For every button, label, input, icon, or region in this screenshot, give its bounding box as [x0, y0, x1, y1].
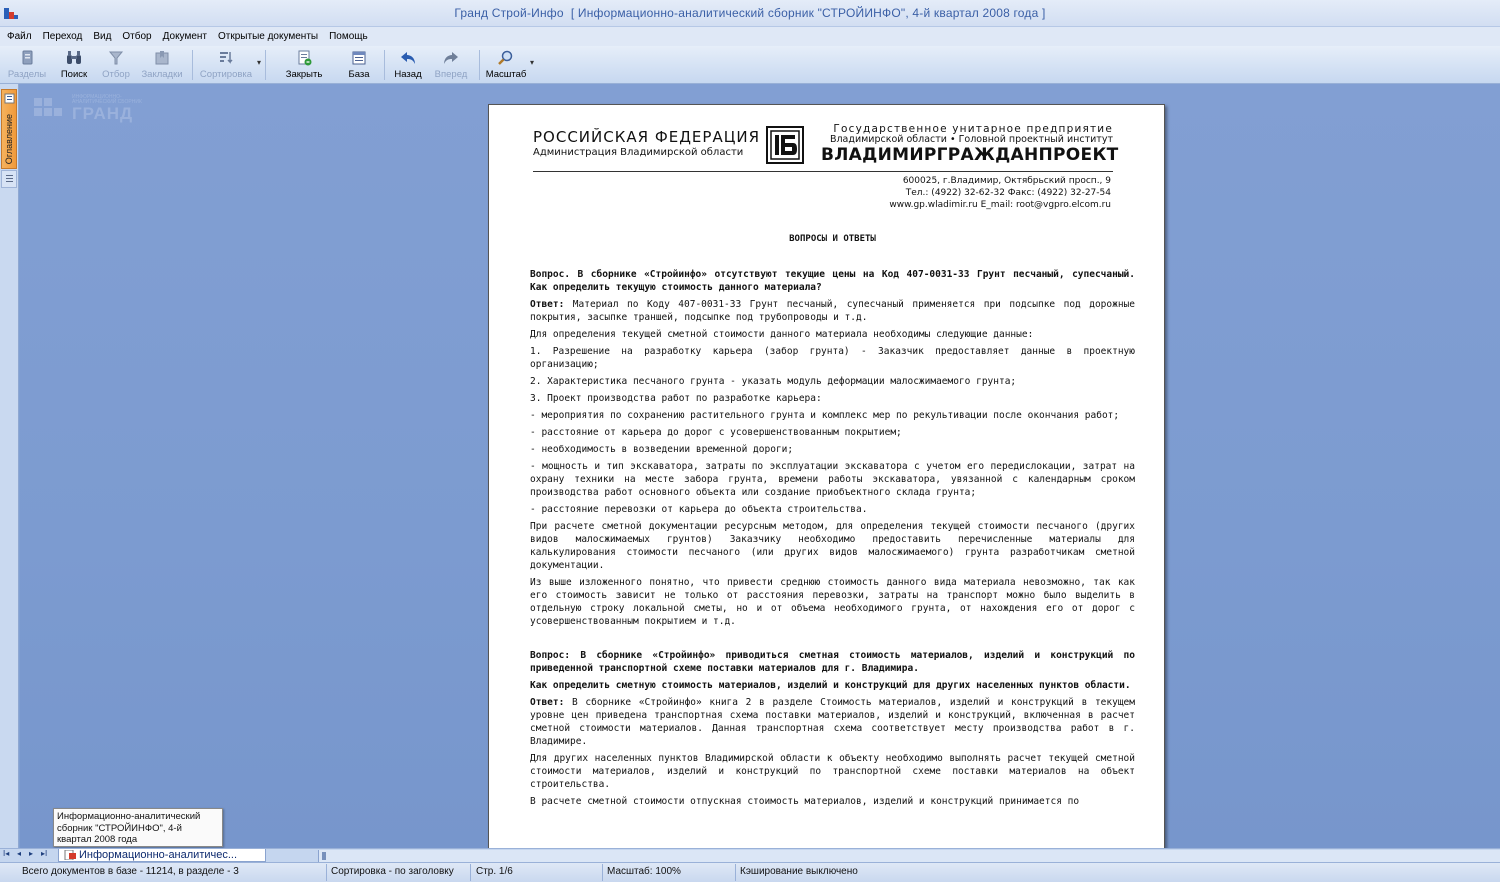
sections-button[interactable]: Разделы [2, 46, 52, 83]
paragraph: 2. Характеристика песчаного грунта - указать модуль деформации малосжимаемого грунта; [530, 376, 1017, 387]
paragraph: При расчете сметной документации ресурсным методом, для определения текущей стоимости песчаного (других видов малосжимаемых грунтов) Заказчику необходимо предоставить перечисленные материалы для калькулирования стоимости песчаного (или других видов малосжимаемого) грунта разработчикам сметной документации. [530, 521, 1135, 571]
paragraph: В расчете сметной стоимости отпускная стоимость материалов, изделий и конструкций принимается по [530, 796, 1080, 807]
base-button[interactable]: База [338, 46, 380, 83]
document-icon [64, 850, 77, 860]
document-viewer [20, 84, 1500, 848]
status-total-docs: Всего документов в базе - 11214, в разделе - 3 [22, 866, 239, 877]
zoom-button[interactable]: Масштаб [484, 46, 528, 83]
question-1: Вопрос. В сборнике «Стройинфо» отсутствуют текущие цены на Код 407-0031-33 Грунт песчаный, супесчаный. Как определить текущую стоимость данного материала? [530, 269, 1135, 293]
filter-button[interactable]: Отбор [96, 46, 136, 83]
document-tabs-bar [0, 848, 1500, 862]
left-panel-strip [0, 84, 19, 848]
toolbar-separator [265, 50, 266, 80]
sort-button[interactable]: Сортировка [197, 46, 255, 83]
menu-open-documents[interactable]: Открытые документы [218, 31, 319, 42]
status-bar [0, 862, 1500, 882]
toc-tab[interactable] [1, 89, 17, 169]
paragraph: - расстояние перевозки от карьера до объекта строительства. [530, 504, 868, 515]
database-icon [349, 49, 369, 67]
list-icon [5, 174, 14, 184]
paragraph: - мощность и тип экскаватора, затраты по эксплуатации экскаватора с учетом его передислокации, затрат на охрану техники на месте забора грунта, времени работы экскаватора, увязанной с календарным сроком производства работ основного объекта или создание приобъектного склада грунта; [530, 461, 1135, 498]
document-tab[interactable]: Информационно-аналитичес... [58, 849, 266, 862]
forward-button[interactable]: Вперед [427, 46, 475, 83]
title-bar [0, 0, 1500, 27]
sections-icon [17, 49, 37, 67]
paragraph: 1. Разрешение на разработку карьера (забор грунта) - Заказчик предоставляет данные в проектную организацию; [530, 346, 1135, 370]
scroll-thumb[interactable] [322, 852, 326, 860]
document-body [530, 233, 1135, 812]
org-name: ВЛАДИМИРГРАЖДАНПРОЕКТ [821, 145, 1119, 165]
sort-dropdown-icon[interactable]: ▾ [257, 58, 262, 67]
paragraph: - расстояние от карьера до дорог с усовершенствованным покрытием; [530, 427, 902, 438]
back-button[interactable]: Назад [389, 46, 427, 83]
menu-file[interactable]: Файл [7, 31, 32, 42]
back-arrow-icon [398, 49, 418, 67]
close-document-icon [294, 49, 314, 67]
toc-icon [4, 93, 15, 104]
binoculars-icon [64, 49, 84, 67]
zoom-dropdown-icon[interactable]: ▾ [530, 58, 535, 67]
menu-document[interactable]: Документ [162, 31, 207, 42]
institute-logo [766, 126, 804, 164]
toolbar-separator [384, 50, 385, 80]
administration-name: Администрация Владимирской области [533, 147, 744, 158]
org-address: 600025, г.Владимир, Октябрьский просп., 9 Тел.: (4922) 32-62-32 Факс: (4922) 32-27-54 www.gp.wladimir.ru E_mail: root@vgpro.elcom.ru [889, 176, 1111, 210]
paragraph: Для других населенных пунктов Владимирской области к объекту необходимо выполнять расчет текущей сметной стоимости материалов, изделий и конструкций по транспортной схеме поставки материалов на объект строительства. [530, 753, 1135, 790]
document-page [488, 104, 1165, 848]
paragraph: - мероприятия по сохранению растительного грунта и комплекс мер по рекультивации после окончания работ; [530, 410, 1120, 421]
org-type: Государственное унитарное предприятие [833, 123, 1113, 135]
tabs-scrollbar[interactable] [318, 850, 1500, 862]
tab-tooltip: Информационно-аналитический сборник "СТРОЙИНФО", 4-й квартал 2008 года [53, 808, 223, 847]
paragraph: Из выше изложенного понятно, что привести среднюю стоимость данного вида материала невозможно, так как его стоимость зависит не только от расстояния перевозки, затраты на транспорт можно было выделить в отдельную строку локальной сметы, но и от объема необходимого грунта, от нахождения его от дорог с усовершенствованным покрытием и т.д. [530, 577, 1135, 627]
menu-navigate[interactable]: Переход [42, 31, 83, 42]
answer-2: Ответ: В сборнике «Стройинфо» книга 2 в разделе Стоимость материалов, изделий и конструкций в текущем уровне цен приведена транспортная схема поставки материалов, изделий и конструкций, включенная в расчет сметной стоимости материалов. Данная транспортная схема соответствует месту производства работ в г. Владимире. [530, 697, 1135, 747]
bookmarks-button[interactable]: Закладки [136, 46, 188, 83]
menu-filter[interactable]: Отбор [122, 31, 152, 42]
search-button[interactable]: Поиск [52, 46, 96, 83]
paragraph: 3. Проект производства работ по разработке карьера: [530, 393, 822, 404]
tab-first-button[interactable]: I◂ [3, 849, 10, 858]
menu-bar [0, 27, 1500, 46]
bookmarks-icon [152, 49, 172, 67]
toolbar-separator [192, 50, 193, 80]
answer-1: Ответ: Материал по Коду 407-0031-33 Грунт песчаный, супесчаный применяется при подсыпке под дорожные покрытия, засыпке траншей, подсыпке под трубопроводы и т.д. [530, 299, 1135, 323]
paragraph: Для определения текущей сметной стоимости данного материала необходимы следующие данные: [530, 329, 1034, 340]
window-title: Гранд Строй-Инфо [ Информационно-аналитический сборник "СТРОЙИНФО", 4-й квартал 2008 года ] [454, 6, 1046, 20]
letterhead-right [821, 123, 1119, 165]
letterhead-left [533, 128, 760, 158]
sort-icon [216, 49, 236, 67]
question-2: Вопрос: В сборнике «Стройинфо» приводиться сметная стоимость материалов, изделий и конструкций по приведенной транспортной схеме поставки материалов для г. Владимира. [530, 650, 1135, 674]
tab-next-button[interactable]: ▸ [29, 849, 34, 858]
toolbar [0, 46, 1500, 84]
tab-prev-button[interactable]: ◂ [17, 849, 22, 858]
question-2-continued: Как определить сметную стоимость материалов, изделий и конструкций для других населенных пунктов области. [530, 680, 1131, 691]
document-heading: ВОПРОСЫ И ОТВЕТЫ [789, 234, 876, 244]
status-sort: Сортировка - по заголовку [331, 866, 454, 877]
letterhead-divider [533, 171, 1113, 172]
secondary-panel-tab[interactable] [1, 170, 17, 188]
menu-view[interactable]: Вид [93, 31, 112, 42]
tab-last-button[interactable]: ▸I [41, 849, 48, 858]
menu-help[interactable]: Помощь [329, 31, 368, 42]
grand-watermark-logo: ИНФОРМАЦИОННО-АНАЛИТИЧЕСКИЙ СБОРНИК ГРАНД [32, 94, 142, 124]
status-cache: Кэширование выключено [740, 866, 858, 877]
status-zoom: Масштаб: 100% [607, 866, 681, 877]
toolbar-separator [479, 50, 480, 80]
org-sub: Владимирской области • Головной проектный институт [829, 134, 1113, 145]
magnifier-icon [496, 49, 516, 67]
toc-tab-label: Оглавление [4, 114, 14, 165]
status-page: Стр. 1/6 [476, 866, 513, 877]
paragraph: - необходимость в возведении временной дороги; [530, 444, 794, 455]
filter-icon [106, 49, 126, 67]
country-name: РОССИЙСКАЯ ФЕДЕРАЦИЯ [533, 128, 760, 146]
close-button[interactable]: Закрыть [270, 46, 338, 83]
forward-arrow-icon [441, 49, 461, 67]
